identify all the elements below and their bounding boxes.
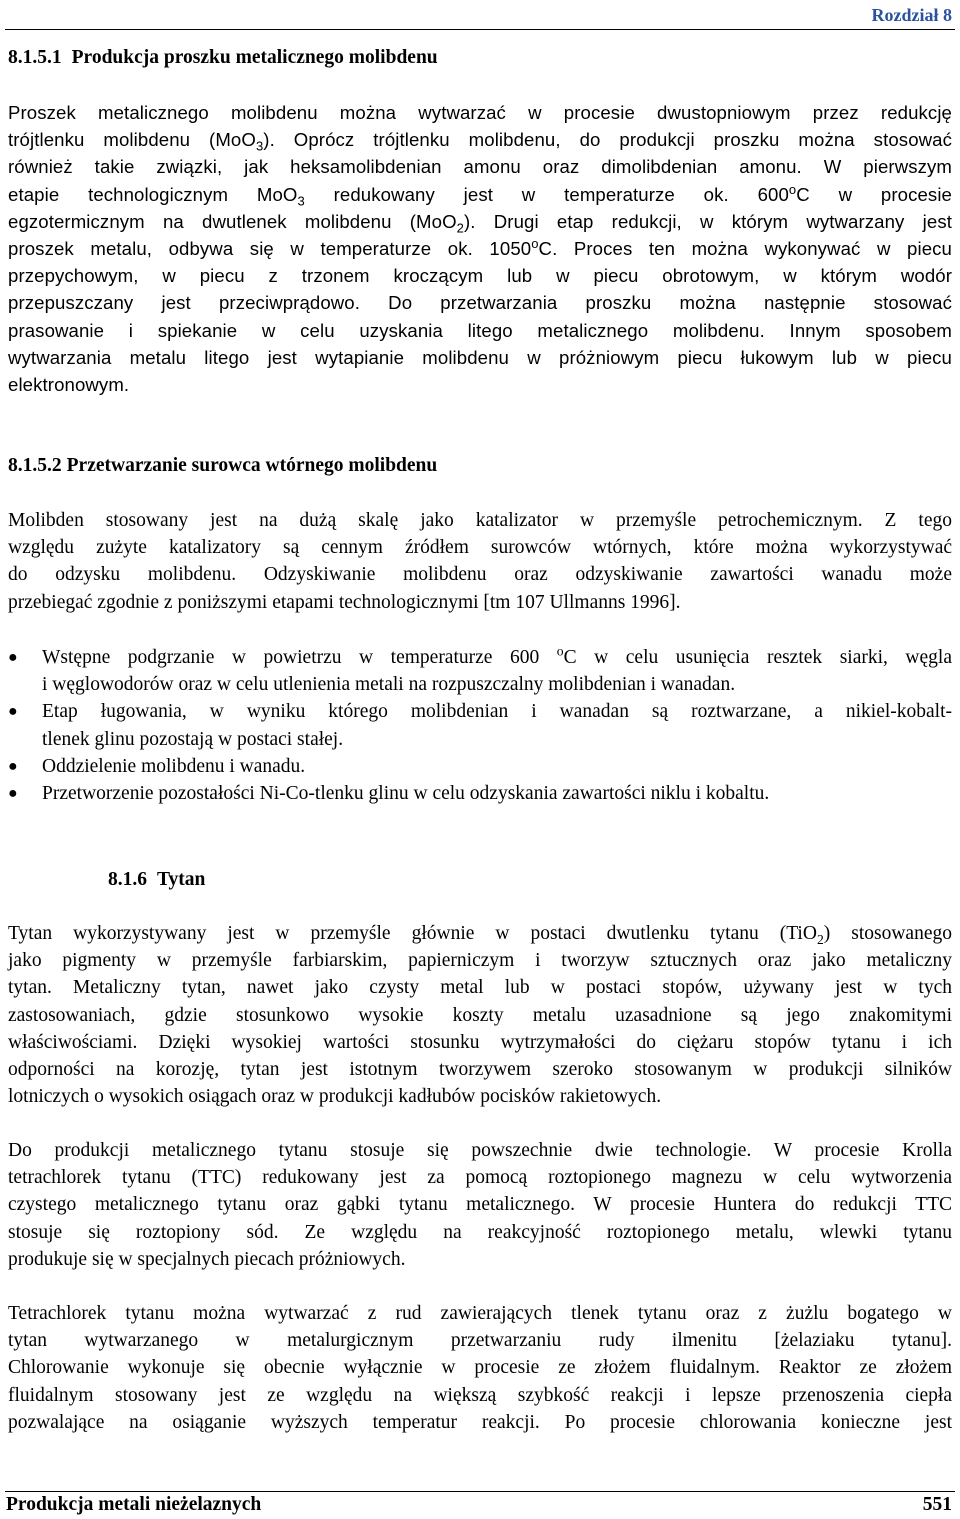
bullet-icon: ● <box>8 757 18 775</box>
footer-title: Produkcja metali nieżelaznych <box>6 1494 262 1515</box>
process-steps-list <box>8 644 952 807</box>
bullet-icon: ● <box>8 703 18 721</box>
text-line: właściwościami. Dzięki wysokiej wartości stosunku wytrzymałości do ciężaru stopów tytanu i ich <box>8 1031 952 1053</box>
header-rule <box>5 29 955 30</box>
text-line: Tytan wykorzystywany jest w przemyśle głównie w postaci dwutlenku tytanu (TiO$_2$) stosowanego <box>8 923 952 947</box>
paragraph-molybdenum-recycling <box>8 507 952 616</box>
text-line: Do produkcji metalicznego tytanu stosuje się powszechnie dwie technologie. W procesie Krolla <box>8 1140 952 1161</box>
text-line: lotniczych o wysokich osiągach oraz w produkcji kadłubów pocisków rakietowych. <box>8 1086 662 1108</box>
section-number: 8.1.6 <box>108 869 147 890</box>
chapter-label: Rozdział 8 <box>871 5 952 25</box>
text-line: etapie technologicznym MoO$_3$ redukowany jest w temperaturze ok. 600$^o$C w procesie <box>8 181 952 209</box>
text-line: Etap ługowania, w wyniku którego molibdenian i wanadan są roztwarzane, a nikiel-kobalt- <box>42 701 952 723</box>
list-item <box>8 780 952 807</box>
text-line: Przetworzenie pozostałości Ni-Co-tlenku glinu w celu odzyskania zawartości niklu i kobaltu. <box>42 782 770 804</box>
text-line: Chlorowanie wykonuje się obecnie wyłącznie w procesie ze złożem fluidalnym. Reaktor ze złożem <box>8 1357 952 1379</box>
text-line: przebiegać zgodnie z poniższymi etapami technologicznymi [tm 107 Ullmanns 1996]. <box>8 591 681 613</box>
text-line: prasowanie i spiekanie w celu uzyskania litego metalicznego molibdenu. Innym sposobem <box>8 319 952 341</box>
text-line: wytwarzania metalu litego jest wytapianie molibdenu w próżniowym piecu łukowym lub w piecu <box>8 346 952 368</box>
list-item <box>8 753 952 780</box>
section-title: Przetwarzanie surowca wtórnego molibdenu <box>66 455 438 476</box>
text-line: i węglowodorów oraz w celu utlenienia metali na rozpuszczalny molibdenian i wanadan. <box>42 674 736 696</box>
section-heading-8-1-5-2 <box>8 452 437 479</box>
bullet-icon: ● <box>8 784 18 802</box>
text-line: trójtlenku molibdenu (MoO$_3$). Oprócz trójtlenku molibdenu, do produkcji proszku można stosować <box>8 129 952 154</box>
text-line: przepuszczany jest przeciwprądowo. Do przetwarzania proszku można następnie stosować <box>8 292 952 314</box>
section-heading-8-1-6 <box>108 866 205 893</box>
section-title: Tytan <box>157 869 206 890</box>
text-line: stosuje się roztopiony sód. Ze względu na reakcyjność roztopionego metalu, wlewki tytanu <box>8 1221 952 1243</box>
text-line: jako pigmenty w przemyśle farbiarskim, papierniczym i tworzyw sztucznych oraz jako metaliczny <box>8 950 952 972</box>
text-line: przepychowym, w piecu z trzonem kroczącym lub w piecu obrotowym, w którym wodór <box>8 265 952 287</box>
text-line: zastosowaniach, gdzie stosunkowo wysokie koszty metalu uzasadnione są jego znakomitymi <box>8 1004 952 1026</box>
text-line: tytan. Metaliczny tytan, nawet jako czysty metal lub w postaci stopów, używany jest w tych <box>8 977 952 999</box>
text-line: Tetrachlorek tytanu można wytwarzać z rud zawierających tlenek tytanu oraz z żużlu bogatego w <box>8 1303 952 1324</box>
list-item <box>8 644 952 698</box>
text-line: fluidalnym stosowany jest ze względu na większą szybkość reakcji i lepsze przenoszenia ciepła <box>8 1384 952 1406</box>
text-line: tlenek glinu pozostają w postaci stałej. <box>42 728 344 750</box>
text-line: Proszek metalicznego molibdenu można wytwarzać w procesie dwustopniowym przez redukcję <box>8 102 952 123</box>
paragraph-titanium-uses <box>8 920 952 1110</box>
section-number: 8.1.5.2 <box>8 455 62 476</box>
paragraph-titanium-production <box>8 1137 952 1273</box>
text-line: Wstępne podgrzanie w powietrzu w temperaturze 600 $^o$C w celu usunięcia resztek siarki, węgla <box>42 643 952 668</box>
list-item <box>8 698 952 752</box>
text-line: Oddzielenie molibdenu i wanadu. <box>42 755 306 777</box>
text-line: pozwalające na osiąganie wyższych temperatur reakcji. Po procesie chlorowania konieczne jest <box>8 1411 952 1433</box>
bullet-icon: ● <box>8 649 18 666</box>
section-heading-8-1-5-1 <box>8 44 438 71</box>
text-line: względu zużyte katalizatory są cennym źródłem surowców wtórnych, które można wykorzystywać <box>8 537 952 559</box>
text-line: egzotermicznym na dwutlenek molibdenu (MoO$_2$). Drugi etap redukcji, w którym wytwarzany jest <box>8 210 952 236</box>
text-line: również takie związki, jak heksamolibdenian amonu oraz dimolibdenian amonu. W pierwszym <box>8 156 952 178</box>
paragraph-molybdenum-powder <box>8 99 952 398</box>
footer-rule <box>5 1491 955 1492</box>
text-line: elektronowym. <box>8 373 130 395</box>
text-line: do odzysku molibdenu. Odzyskiwanie molibdenu oraz odzyskiwanie zawartości wanadu może <box>8 564 952 586</box>
section-number: 8.1.5.1 <box>8 47 62 68</box>
text-line: czystego metalicznego tytanu oraz gąbki tytanu metalicznego. W procesie Huntera do redukcji TTC <box>8 1194 952 1216</box>
text-line: produkuje się w specjalnych piecach próżniowych. <box>8 1248 406 1270</box>
text-line: tetrachlorek tytanu (TTC) redukowany jest za pomocą roztopionego magnezu w celu wytworzenia <box>8 1167 952 1189</box>
paragraph-titanium-tetrachloride <box>8 1300 952 1436</box>
text-line: odporności na korozję, tytan jest istotnym tworzywem szeroko stosowanym w produkcji silników <box>8 1058 952 1080</box>
text-line: proszek metalu, odbywa się w temperaturze ok. 1050$^o$C. Proces ten można wykonywać w piecu <box>8 235 952 259</box>
text-line: Molibden stosowany jest na dużą skalę jako katalizator w przemyśle petrochemicznym. Z tego <box>8 510 952 531</box>
page-number: 551 <box>922 1494 952 1515</box>
text-line: tytan wytwarzanego w metalurgicznym przetwarzaniu rudy ilmenitu [żelaziaku tytanu]. <box>8 1330 952 1352</box>
section-title: Produkcja proszku metalicznego molibdenu <box>71 47 438 68</box>
